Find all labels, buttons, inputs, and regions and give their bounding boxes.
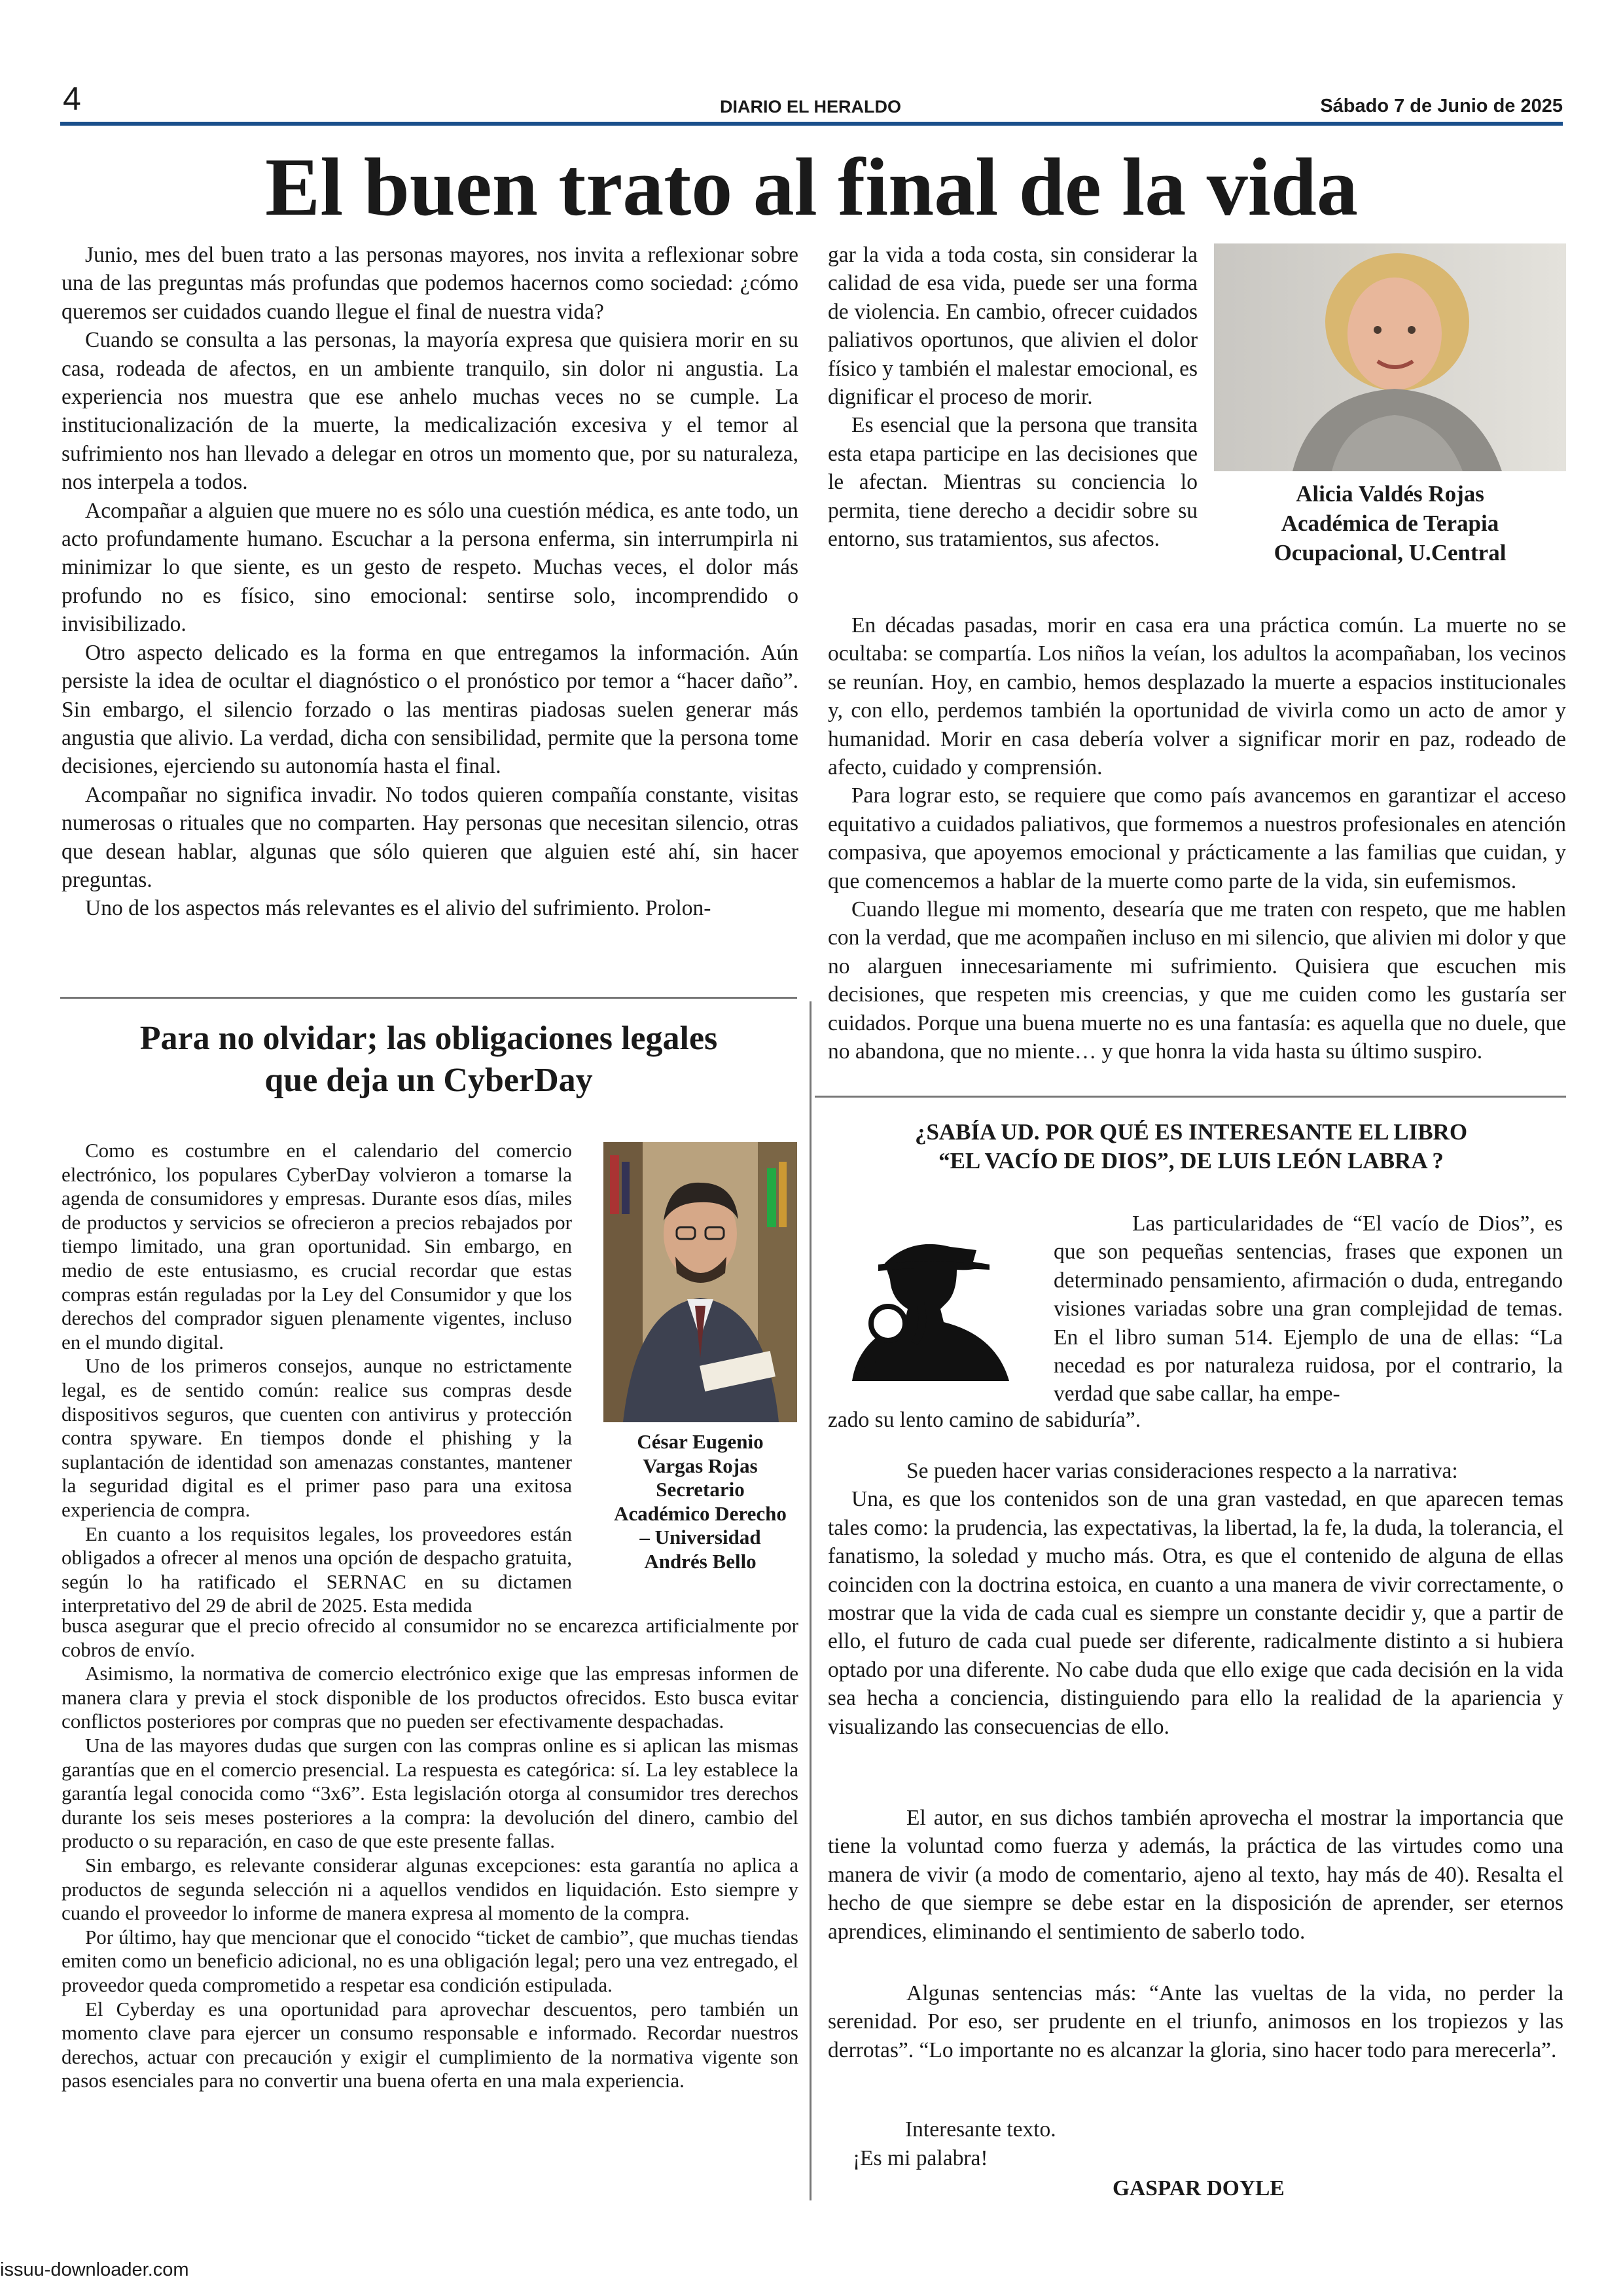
paragraph: Cuando llegue mi momento, desearía que me traten con respeto, que me hablen con la verdad, que me acompañen incluso en mi silencio, que alivien mi dolor y que no alarguen innecesariamente mi sufrimiento. Quisiera que escuchen mis decisiones, que respeten mis creencias, y que me cuiden como les gustaría ser cuidados. Porque una buena muerte no es una fantasía: es aquella que no duele, que no abandona, que no miente… y que honra la vida hasta su último suspiro. (828, 897, 1566, 1064)
cyberday-full-column (62, 1614, 798, 2093)
main-article-right-narrow (828, 241, 1198, 553)
paragraph: Sin embargo, es relevante considerar algunas excepciones: esta garantía no aplica a productos de segunda selección ni a aquellos vendidos en liquidación. Esto siempre y cuando el proveedor lo informe de manera expresa al momento de la compra. (62, 1853, 798, 1925)
author-affiliation: Ocupacional, U.Central (1274, 540, 1507, 565)
paragraph: gar la vida a toda costa, sin considerar la calidad de esa vida, puede ser una forma de violencia. En cambio, ofrecer cuidados paliativos oportunos, que alivien el dolor físico y también el malestar emocional, es dignificar el proceso de morir. (828, 243, 1198, 410)
paragraph: Asimismo, la normativa de comercio electrónico exige que las empresas informen de manera clara y previa el stock disponible de los productos ofrecidos. Esto busca evitar conflictos posteriores por compras que no pueden ser efectivamente despachadas. (62, 1662, 798, 1733)
main-article-right-full (828, 611, 1566, 1066)
author-title: Académica de Terapia (1281, 511, 1499, 536)
cyberday-title-line2: que deja un CyberDay (264, 1062, 593, 1099)
paragraph: Junio, mes del buen trato a las personas mayores, nos invita a reflexionar sobre una de las preguntas más profundas que podemos hacernos como sociedad: ¿cómo queremos ser cuidados cuando llegue el final de nuestra vida? (62, 243, 798, 324)
newspaper-name: DIARIO EL HERALDO (720, 97, 902, 117)
paragraph: Cuando se consulta a las personas, la mayoría expresa que quisiera morir en su casa, rodeada de afectos, en un ambiente tranquilo, sin dolor ni angustia. La experiencia nos muestra que ese anhelo muchas veces no se cumple. La institucionalización de la muerte, la medicalización excesiva y el temor al sufrimiento nos han llevado a delegar en otros un momento que, por su naturaleza, nos interpela a todos. (62, 328, 798, 495)
paragraph: Algunas sentencias más: “Ante las vueltas de la vida, no perder la serenidad. Por eso, ser prudente en el triunfo, animosos en los tropiezos y las derrotas”. “Lo importante no es alcanzar la gloria, sino hacer todo para merecerla”. (828, 1981, 1563, 2062)
paragraph: zado su lento camino de sabiduría”. (828, 1408, 1141, 1432)
paragraph: El autor, en sus dichos también aprovecha el mostrar la importancia que tiene la voluntad como fuerza y además, la práctica de las virtudes como una manera de vivir (a modo de comentario, ajeno al texto, hay más de 40). Resalta el hecho de que siempre se debe estar en la disposición de aprender, ser eternos aprendices, eliminando el sentimiento de saberlo todo. (828, 1806, 1563, 1944)
book-title-line2: “EL VACÍO DE DIOS”, DE LUIS LEÓN LABRA ? (938, 1148, 1444, 1174)
book-paragraph-4 (828, 1979, 1563, 2064)
author-photo-alicia (1214, 243, 1566, 471)
header-rule (60, 122, 1563, 126)
book-closing-2: ¡Es mi palabra! (853, 2146, 988, 2170)
page-number: 4 (63, 81, 81, 117)
paragraph: En décadas pasadas, morir en casa era una práctica común. La muerte no se ocultaba: se compartía. Los niños la veían, los adultos la acompañaban, los vecinos se reunían. Hoy, en cambio, hemos desplazado la muerte a espacios institucionales y, con ello, perdemos también la oportunidad de vivirla como un acto de amor y humanidad. Morir en casa debería volver a significar morir en paz, rodeado de afecto, cuidado y comprensión. (828, 613, 1566, 780)
paragraph: El Cyberday es una oportunidad para aprovechar descuentos, pero también un momento clave para ejercer un consumo responsable e informado. Recordar nuestros derechos, actuar con precaución y exigir el cumplimiento de la normativa vigente son pasos esenciales para no convertir una buena oferta en una mala experiencia. (62, 1997, 798, 2092)
author-photo-cesar (603, 1142, 797, 1422)
paragraph-lead: Se pueden hacer varias consideraciones respecto a la narrativa: (906, 1459, 1458, 1483)
paragraph: Una, es que los contenidos son de una gran vastedad, en que aparecen temas tales como: la prudencia, las expectativas, la libertad, la fe, la duda, la tolerancia, el fanatismo, la soledad y mucho más. Otra, es que el contenido de alguna de ellas coinciden con la doctrina estoica, en cuanto a una manera de vivir correctamente, o mostrar que la vida de cada cual es siempre un constante decidir y, que a partir de ello, el futuro de cada cual puede ser diferente, radicalmente distinto a si hubiera optado por una diferente. No cabe duda que ello exige que cada decisión en la vida sea hecha a conciencia, distinguiendo para ello la realidad de la apariencia y visualizando las consecuencias de ello. (828, 1487, 1563, 1739)
paragraph: Otro aspecto delicado es la forma en que entregamos la información. Aún persiste la idea de ocultar el diagnóstico o el pronóstico por temor a “hacer daño”. Sin embargo, el silencio forzado o las mentiras piadosas suelen generar más angustia que alivio. La verdad, dicha con sensibilidad, permite que la persona tome decisiones, ejerciendo su autonomía hasta el final. (62, 640, 798, 779)
detective-silhouette-icon (826, 1224, 1022, 1381)
author-affiliation: Andrés Bello (644, 1549, 757, 1573)
book-paragraph-3 (828, 1804, 1563, 1946)
paragraph: Para lograr esto, se requiere que como país avancemos en garantizar el acceso equitativo a cuidados paliativos, que formemos a nuestros profesionales en atención compasiva, que apoyemos emocional y prácticamente a las familias que cuidan, y que comencemos a hablar de la muerte como parte de la vida, sin eufemismos. (828, 783, 1566, 893)
book-intro (1054, 1210, 1563, 1408)
paragraph: Uno de los primeros consejos, aunque no estrictamente legal, es de sentido común: realice sus compras desde dispositivos seguros, que cuenten con antivirus y protección contra spyware. En tiempos donde el phishing y la suplantación de identidad son amenazas constantes, mantener la seguridad digital es el primer paso para una exitosa experiencia de compra. (62, 1354, 572, 1521)
issue-date: Sábado 7 de Junio de 2025 (1320, 96, 1563, 117)
paragraph: Una de las mayores dudas que surgen con las compras online es si aplican las mismas garantías que en el comercio presencial. La respuesta es categórica: sí. La ley establece la garantía legal conocida como “3x6”. Esta legislación otorga al consumidor tres derechos durante los seis meses posteriores a la compra: la devolución del dinero, cambio del producto o su reparación, en caso de que este presente fallas. (62, 1733, 798, 1853)
book-intro-tail (828, 1406, 1563, 1434)
column-divider (810, 1001, 812, 2200)
paragraph: Uno de los aspectos más relevantes es el alivio del sufrimiento. Prolon- (85, 896, 711, 921)
section-divider-left (60, 997, 797, 999)
cyberday-narrow-column (62, 1139, 572, 1618)
author-name: Alicia Valdés Rojas (1296, 481, 1484, 507)
main-article-left-column (62, 241, 798, 923)
book-closing-1: Interesante texto. (905, 2117, 1056, 2142)
paragraph: Por último, hay que mencionar que el conocido “ticket de cambio”, que muchas tiendas emiten como un beneficio adicional, no es una obligación legal; pero una vez entregado, el proveedor queda comprometido a respetar esa condición estipulada. (62, 1925, 798, 1996)
author-role: Secretario (656, 1478, 745, 1501)
paragraph: Las particularidades de “El vacío de Dios”, es que son pequeñas sentencias, frases que exponen un determinado pensamiento, afirmación o duda, entregando visiones variadas sobre una gran complejidad de temas. En el libro suman 514. Ejemplo de una de ellas: “La necedad es por naturaleza ruidosa, por el contrario, la verdad que sabe callar, ha empe- (1054, 1211, 1563, 1407)
book-box-title (818, 1118, 1564, 1175)
cyberday-title (60, 1018, 797, 1102)
author-surname: Vargas Rojas (643, 1454, 758, 1477)
author-title: Académico Derecho (614, 1501, 787, 1525)
author-name: César Eugenio (637, 1430, 764, 1453)
book-signature: GASPAR DOYLE (1113, 2176, 1285, 2200)
cyberday-title-line1: Para no olvidar; las obligaciones legales (139, 1020, 718, 1057)
book-title-line1: ¿SABÍA UD. POR QUÉ ES INTERESANTE EL LIBRO (914, 1119, 1468, 1145)
book-paragraph-2 (828, 1457, 1563, 1741)
author-caption-cesar (589, 1430, 812, 1574)
paragraph: Acompañar a alguien que muere no es sólo una cuestión médica, es ante todo, un acto profundamente humano. Escuchar a la persona enferma, sin interrumpirla ni minimizar lo que siente, es un gesto de respeto. Muchas veces, el dolor más profundo no es físico, sino emocional: sentirse solo, incomprendido o invisibilizado. (62, 498, 798, 637)
paragraph: Como es costumbre en el calendario del comercio electrónico, los populares CyberDay volvieron a tomarse la agenda de consumidores y empresas. Durante esos días, miles de productos y servicios se ofrecieron a precios rebajados por tiempo limitado, una gran oportunidad. Sin embargo, en medio de este entusiasmo, es crucial recordar que estas compras están reguladas por la Ley del Consumidor y que los derechos del comprador siguen plenamente vigentes, incluso en el mundo digital. (62, 1139, 572, 1354)
paragraph: En cuanto a los requisitos legales, los proveedores están obligados a ofrecer al menos una opción de despacho gratuita, según lo ha ratificado el SERNAC en su dictamen interpretativo del 29 de abril de 2025. Esta medida (62, 1522, 572, 1617)
section-divider-right (815, 1096, 1566, 1098)
headline: El buen trato al final de la vida (265, 142, 1358, 233)
paragraph: Es esencial que la persona que transita esta etapa participe en las decisiones que le afectan. Mientras su conciencia lo permita, tiene derecho a decidir sobre su entorno, sus tratamientos, sus afectos. (828, 413, 1198, 552)
author-caption-alicia (1211, 479, 1569, 567)
author-affiliation: – Universidad (639, 1526, 761, 1549)
paragraph: Acompañar no significa invadir. No todos quieren compañía constante, visitas numerosas o rituales que no comparten. Hay personas que necesitan silencio, otras que desean hablar, algunas que sólo quieren que alguien esté ahí, sin hacer preguntas. (62, 782, 798, 892)
watermark: issuu-downloader.com (0, 2259, 189, 2280)
paragraph: busca asegurar que el precio ofrecido al consumidor no se encarezca artificialmente por cobros de envío. (62, 1614, 798, 1661)
